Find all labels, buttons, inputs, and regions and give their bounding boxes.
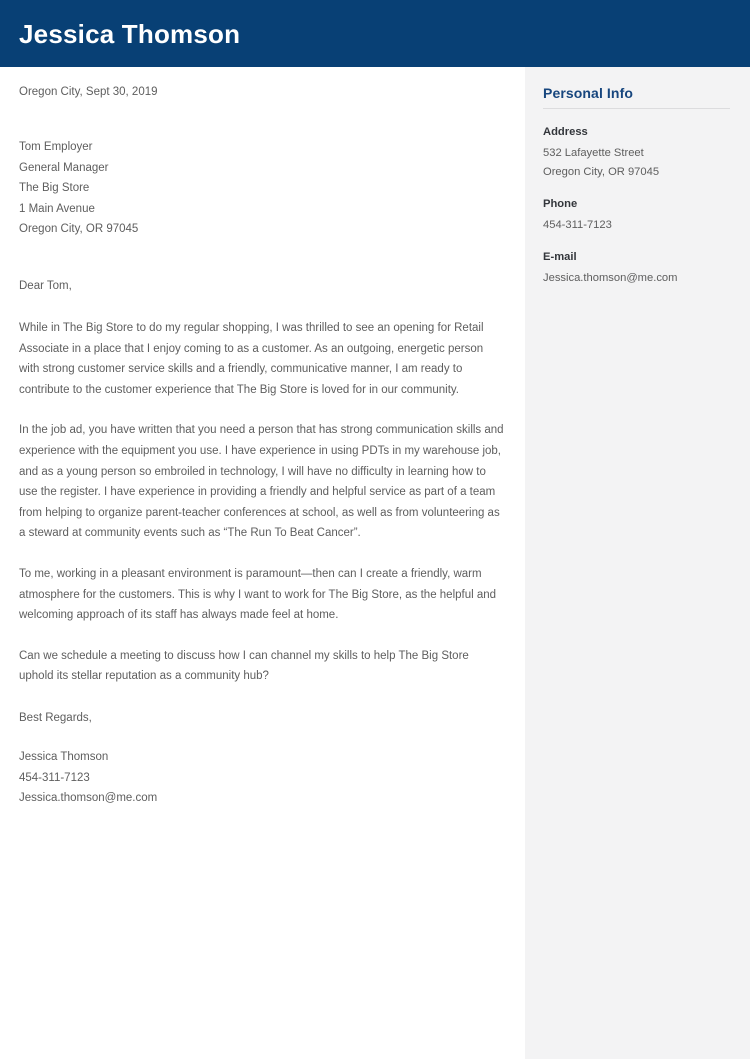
- letter-column: [0, 67, 525, 1059]
- sidebar-group-phone: [543, 196, 730, 235]
- sidebar-value-city: Oregon City, OR 97045: [543, 166, 660, 178]
- sidebar-label-email: E-mail: [543, 251, 577, 263]
- letter-paragraph: Can we schedule a meeting to discuss how I can channel my skills to help The Big Store uphold its stellar reputation as a community hub?: [19, 649, 469, 683]
- recipient-line: 1 Main Avenue: [19, 202, 95, 215]
- signature-block: [19, 747, 506, 809]
- sidebar-value-email: Jessica.thomson@me.com: [543, 272, 678, 284]
- recipient-line: Oregon City, OR 97045: [19, 223, 139, 235]
- signature-name: Jessica Thomson: [19, 751, 109, 764]
- closing-line: Best Regards,: [19, 711, 92, 724]
- header-banner: [0, 0, 750, 67]
- recipient-line: Tom Employer: [19, 141, 93, 153]
- recipient-line: General Manager: [19, 161, 109, 174]
- letter-paragraph: While in The Big Store to do my regular shopping, I was thrilled to see an opening for Retail Associate in a place that I enjoy coming to as a customer. As an outgoing, energetic person with strong customer service skills and a friendly, communicative manner, I am ready to contribute to the customer experience that The Big Store is loved for in our community.: [19, 322, 484, 396]
- sidebar-group-address: [543, 124, 730, 182]
- sidebar-label-address: Address: [543, 126, 588, 138]
- letter-paragraph: In the job ad, you have written that you need a person that has strong communication skills and experience with the equipment you use. I have experience in using PDTs in my warehouse job, and as a young person so embroiled in technology, I will have no difficulty in learning how to use the register. I have experience in providing a friendly and helpful service as part of a team from helping to organize parent-teacher conferences at school, as well as from volunteering as a steward at community events such as “The Run To Beat Cancer”.: [19, 424, 504, 540]
- sidebar-value-street: 532 Lafayette Street: [543, 147, 644, 159]
- signature-email: Jessica.thomson@me.com: [19, 792, 158, 805]
- sidebar-value-phone: 454-311-7123: [543, 219, 612, 231]
- sidebar-group-email: [543, 249, 730, 288]
- signature-phone: 454-311-7123: [19, 771, 90, 784]
- recipient-line: The Big Store: [19, 182, 90, 194]
- letter-paragraph: To me, working in a pleasant environment is paramount—then can I create a friendly, warm atmosphere for the customers. This is why I want to work for The Big Store, as the helpful and welcoming approach of its staff has always made feel at home.: [19, 567, 497, 622]
- sidebar-personal-info: [525, 67, 750, 1059]
- sidebar-label-phone: Phone: [543, 198, 578, 210]
- sidebar-title: Personal Info: [543, 85, 633, 101]
- recipient-address-block: [19, 137, 506, 240]
- sidebar-title-divider: [543, 108, 730, 109]
- applicant-name: Jessica Thomson: [19, 19, 241, 49]
- salutation: Dear Tom,: [19, 279, 72, 292]
- document-body: [0, 67, 750, 1059]
- date-line: Oregon City, Sept 30, 2019: [19, 86, 158, 98]
